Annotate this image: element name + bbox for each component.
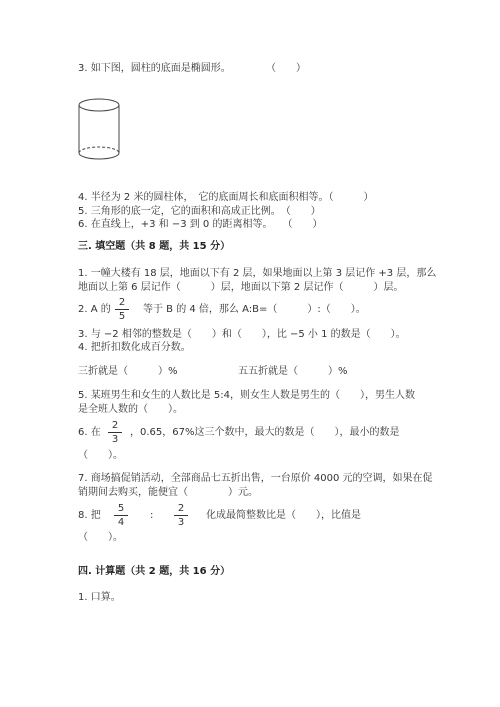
fill-question-8-line-2: （ ）。 (78, 532, 123, 543)
fill-question-1-line-2: 地面以上第 6 层记作（ ）层，地面以下第 2 层记作（ ）层。 (78, 282, 404, 293)
fill-question-2-prefix: 2. A 的 (78, 304, 111, 315)
fraction-denominator: 3 (177, 517, 185, 528)
fill-question-4-part-a: 三折就是（ ）% (78, 366, 178, 377)
fill-question-4-part-b: 五五折就是（ ）% (238, 366, 348, 377)
fill-question-1-line-1: 1. 一幢大楼有 18 层，地面以下有 2 层，如果地面以上第 3 层记作 +3 层，那么 (78, 268, 437, 279)
question-3 (78, 62, 231, 76)
fill-question-6-prefix: 6. 在 (78, 427, 101, 438)
fraction-two-thirds-second (174, 503, 188, 528)
ratio-colon: : (150, 510, 154, 521)
section-4-title: 四. 计算题（共 2 题，共 16 分） (78, 566, 231, 577)
fraction-denominator: 4 (117, 517, 125, 528)
fill-question-7-line-1: 7. 商场搞促销活动，全部商品七五折出售，一台原价 4000 元的空调，如果在促 (78, 473, 433, 484)
question-3-answer-blank: （ ） (266, 63, 306, 74)
fraction-numerator: 2 (111, 420, 119, 431)
fill-question-5-line-2: 是全班人数的（ ）。 (78, 404, 183, 415)
fraction-numerator: 2 (118, 297, 126, 308)
fill-question-2-suffix: 等于 B 的 4 倍，那么 A:B=（ ）:（ ）。 (143, 304, 366, 315)
fill-question-8-suffix: 化成最简整数比是（ ），比值是 (206, 510, 361, 521)
calc-question-1: 1. 口算。 (78, 592, 121, 603)
question-3-text: 3. 如下图，圆柱的底面是椭圆形。 (78, 63, 231, 74)
fraction-two-fifths (115, 297, 129, 322)
fill-question-8-prefix: 8. 把 (78, 510, 101, 521)
question-5: 5. 三角形的底一定，它的面积和高成正比例。 （ ） (78, 206, 321, 217)
question-6: 6. 在直线上，+3 和 −3 到 0 的距离相等。 （ ） (78, 219, 323, 230)
fraction-denominator: 3 (111, 434, 119, 445)
section-3-title: 三. 填空题（共 8 题，共 15 分） (78, 241, 231, 252)
fill-question-3: 3. 与 −2 相邻的整数是（ ）和（ ），比 −5 小 1 的数是（ ）。 (78, 329, 406, 340)
question-4: 4. 半径为 2 米的圆柱体， 它的底面周长和底面积相等。（ ） (78, 192, 374, 203)
fill-question-6-suffix: ，0.65，67%这三个数中，最大的数是（ ），最小的数是 (130, 427, 400, 438)
fraction-denominator: 5 (118, 311, 126, 322)
fill-question-5-line-1: 5. 某班男生和女生的人数比是 5:4，则女生人数是男生的（ ），男生人数 (78, 390, 415, 401)
fill-question-4: 4. 把折扣数化成百分数。 (78, 342, 191, 353)
fraction-five-fourths (114, 503, 128, 528)
fraction-two-thirds (108, 420, 122, 445)
fill-question-6-line-2: （ ）。 (78, 450, 123, 461)
fill-question-7-line-2: 销期间去购买，能便宜（ ）元。 (78, 487, 258, 498)
cylinder-figure (75, 96, 125, 164)
fraction-numerator: 5 (117, 503, 125, 514)
fraction-numerator: 2 (177, 503, 185, 514)
